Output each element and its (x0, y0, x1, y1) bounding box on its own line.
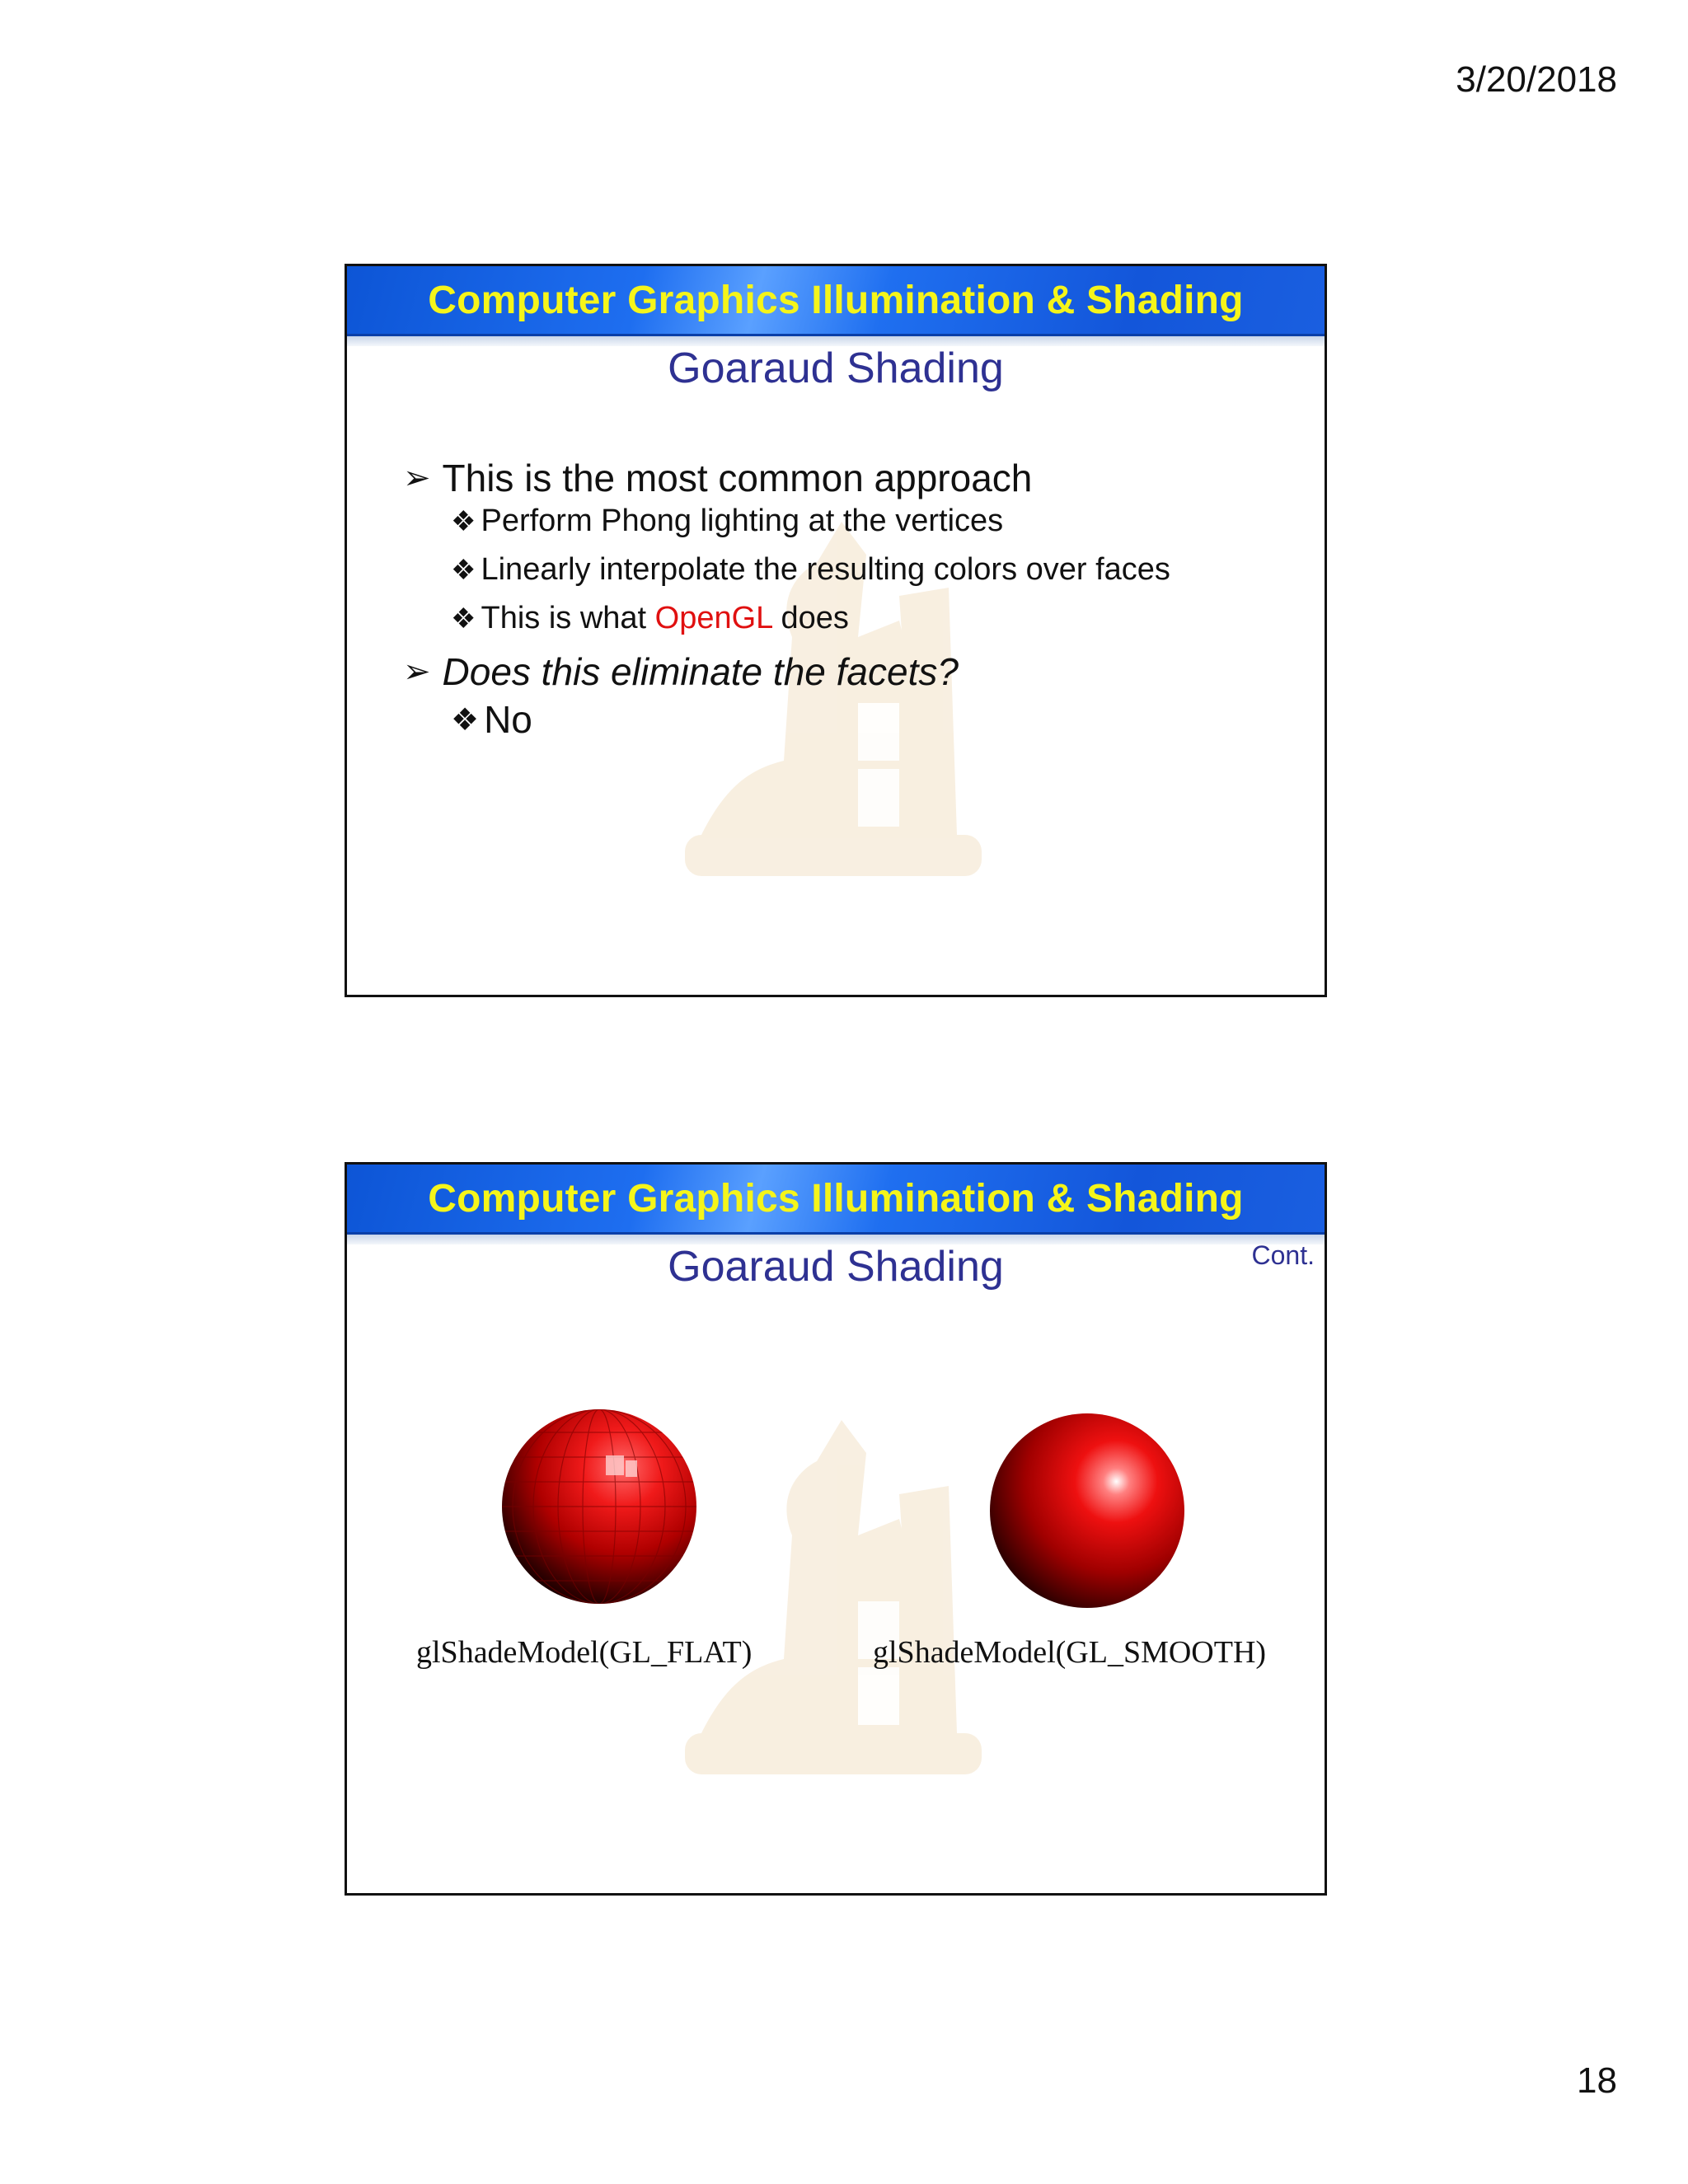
sub-bullet-text: Perform Phong lighting at the vertices (481, 504, 1004, 538)
slide-header-title: Computer Graphics Illumination & Shading (428, 1177, 1244, 1221)
sphere-comparison (347, 1165, 1325, 1893)
sub-bullet-text-post: does (771, 601, 849, 635)
diamond-bullet-icon: ❖ (451, 702, 480, 738)
slide-header-bar (347, 266, 1325, 336)
sub-bullet-text: No (484, 698, 532, 741)
bullet-list (403, 456, 1310, 755)
sub-bullet-item (451, 504, 1310, 539)
slide-2 (345, 1162, 1327, 1896)
bullet-item (403, 456, 1310, 500)
bullet-text: Does this eliminate the facets? (442, 650, 959, 693)
cont-label: Cont. (1251, 1240, 1315, 1270)
slide-header-title: Computer Graphics Illumination & Shading (428, 279, 1244, 322)
bullet-item (403, 649, 1310, 694)
smooth-caption: glShadeModel(GL_SMOOTH) (873, 1635, 1267, 1670)
flat-shaded-sphere-icon (500, 1408, 698, 1605)
slide-title: Goaraud Shading (668, 1243, 1004, 1291)
bullet-text: This is the most common approach (442, 457, 1033, 499)
arrow-bullet-icon: ➢ (403, 654, 431, 690)
page-date: 3/20/2018 (1456, 59, 1617, 100)
diamond-bullet-icon: ❖ (451, 505, 476, 537)
sub-bullet-text (481, 601, 848, 636)
sub-bullet-item (451, 552, 1310, 588)
flat-caption: glShadeModel(GL_FLAT) (416, 1635, 753, 1670)
sub-bullet-text-pre: This is what (481, 601, 655, 635)
slide-title: Goaraud Shading (668, 344, 1004, 392)
sub-bullet-text: Linearly interpolate the resulting colors over faces (481, 552, 1170, 587)
smooth-shaded-sphere-icon (988, 1412, 1186, 1610)
arrow-bullet-icon: ➢ (403, 460, 431, 496)
page-number: 18 (1577, 2060, 1617, 2101)
sub-bullet-item (451, 601, 1310, 636)
diamond-bullet-icon: ❖ (451, 554, 476, 586)
opengl-highlight: OpenGL (654, 601, 772, 635)
sub-bullet-item (451, 697, 1310, 742)
diamond-bullet-icon: ❖ (451, 602, 476, 635)
slide-1 (345, 264, 1327, 997)
